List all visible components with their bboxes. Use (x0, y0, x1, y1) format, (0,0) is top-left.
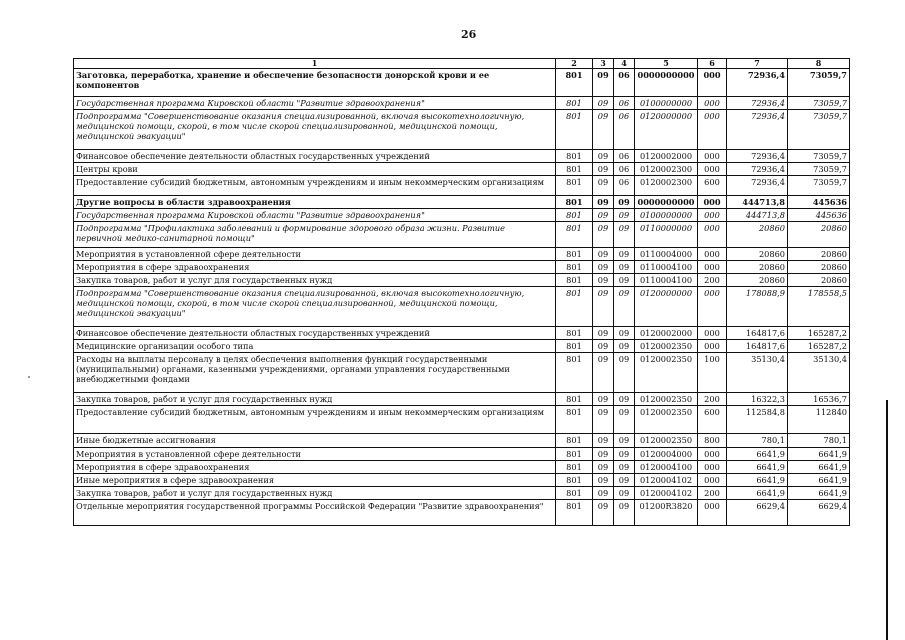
code-expense-type: 600 (698, 176, 727, 196)
amount-year-2: 780,1 (788, 434, 850, 448)
row-name: Предоставление субсидий бюджетным, автономным учреждениям и иным некоммерческим организациям (74, 176, 556, 196)
code-subsection: 09 (614, 196, 635, 209)
code-subsection: 09 (614, 327, 635, 340)
scan-speck (28, 376, 30, 378)
code-subsection: 09 (614, 406, 635, 434)
code-target: 0120000000 (635, 287, 698, 327)
code-subsection: 09 (614, 209, 635, 222)
code-ministry: 801 (556, 434, 593, 448)
code-section: 09 (593, 274, 614, 287)
page-edge-mark (886, 400, 888, 640)
row-name: Закупка товаров, работ и услуг для государственных нужд (74, 274, 556, 287)
table-row (74, 196, 850, 209)
row-name: Отдельные мероприятия государственной программы Российской Федерации "Развитие здравоохранения" (74, 500, 556, 526)
code-section: 09 (593, 222, 614, 248)
code-subsection: 06 (614, 97, 635, 110)
code-subsection: 09 (614, 248, 635, 261)
amount-year-1: 6641,9 (727, 474, 788, 487)
code-subsection: 09 (614, 487, 635, 500)
amount-year-1: 178088,9 (727, 287, 788, 327)
code-section: 09 (593, 487, 614, 500)
code-ministry: 801 (556, 274, 593, 287)
amount-year-1: 444713,8 (727, 196, 788, 209)
amount-year-2: 178558,5 (788, 287, 850, 327)
row-name: Другие вопросы в области здравоохранения (74, 196, 556, 209)
code-subsection: 09 (614, 222, 635, 248)
code-target: 0000000000 (635, 69, 698, 97)
code-section: 09 (593, 209, 614, 222)
amount-year-1: 20860 (727, 248, 788, 261)
amount-year-1: 112584,8 (727, 406, 788, 434)
code-target: 0120002350 (635, 340, 698, 353)
code-target: 0120004102 (635, 474, 698, 487)
amount-year-1: 35130,4 (727, 353, 788, 393)
header-cell: 4 (614, 59, 635, 69)
code-section: 09 (593, 500, 614, 526)
table-row (74, 434, 850, 448)
amount-year-2: 73059,7 (788, 176, 850, 196)
code-expense-type: 000 (698, 461, 727, 474)
amount-year-1: 6629,4 (727, 500, 788, 526)
amount-year-2: 6641,9 (788, 461, 850, 474)
table-row (74, 261, 850, 274)
code-section: 09 (593, 474, 614, 487)
code-target: 0100000000 (635, 209, 698, 222)
code-section: 09 (593, 406, 614, 434)
amount-year-2: 73059,7 (788, 69, 850, 97)
code-target: 0120002350 (635, 406, 698, 434)
amount-year-1: 6641,9 (727, 448, 788, 461)
code-section: 09 (593, 353, 614, 393)
table-row (74, 340, 850, 353)
code-expense-type: 000 (698, 261, 727, 274)
row-name: Подпрограмма "Совершенствование оказания специализированной, включая высокотехнологичную, медицинской помощи, скорой, в том числе скорой специализированной, медицинской помощи, медицинской эвакуации" (74, 110, 556, 150)
code-target: 0000000000 (635, 196, 698, 209)
table-row (74, 150, 850, 163)
table-row (74, 353, 850, 393)
code-section: 09 (593, 196, 614, 209)
code-expense-type: 000 (698, 209, 727, 222)
amount-year-2: 112840 (788, 406, 850, 434)
code-section: 09 (593, 163, 614, 176)
row-name: Финансовое обеспечение деятельности областных государственных учреждений (74, 150, 556, 163)
code-expense-type: 000 (698, 196, 727, 209)
code-target: 0120002350 (635, 353, 698, 393)
table-body (74, 69, 850, 526)
amount-year-2: 73059,7 (788, 110, 850, 150)
code-expense-type: 100 (698, 353, 727, 393)
code-expense-type: 800 (698, 434, 727, 448)
code-section: 09 (593, 340, 614, 353)
code-expense-type: 200 (698, 487, 727, 500)
code-expense-type: 600 (698, 406, 727, 434)
amount-year-2: 73059,7 (788, 97, 850, 110)
amount-year-1: 164817,6 (727, 327, 788, 340)
code-subsection: 09 (614, 261, 635, 274)
amount-year-2: 16536,7 (788, 393, 850, 406)
code-expense-type: 000 (698, 97, 727, 110)
amount-year-2: 445636 (788, 196, 850, 209)
code-section: 09 (593, 393, 614, 406)
code-section: 09 (593, 150, 614, 163)
row-name: Государственная программа Кировской области "Развитие здравоохранения" (74, 209, 556, 222)
amount-year-1: 6641,9 (727, 461, 788, 474)
amount-year-2: 20860 (788, 261, 850, 274)
code-section: 09 (593, 176, 614, 196)
table-header-row (74, 59, 850, 69)
code-target: 0120002350 (635, 393, 698, 406)
row-name: Мероприятия в установленной сфере деятельности (74, 248, 556, 261)
header-cell: 7 (727, 59, 788, 69)
code-subsection: 09 (614, 287, 635, 327)
table-row (74, 500, 850, 526)
amount-year-1: 72936,4 (727, 150, 788, 163)
amount-year-1: 20860 (727, 222, 788, 248)
code-target: 0120002350 (635, 434, 698, 448)
amount-year-1: 444713,8 (727, 209, 788, 222)
amount-year-2: 165287,2 (788, 340, 850, 353)
code-subsection: 09 (614, 434, 635, 448)
row-name: Центры крови (74, 163, 556, 176)
amount-year-1: 72936,4 (727, 163, 788, 176)
row-name: Государственная программа Кировской области "Развитие здравоохранения" (74, 97, 556, 110)
code-ministry: 801 (556, 163, 593, 176)
amount-year-1: 20860 (727, 274, 788, 287)
row-name: Заготовка, переработка, хранение и обеспечение безопасности донорской крови и ее компонентов (74, 69, 556, 97)
code-ministry: 801 (556, 97, 593, 110)
amount-year-1: 72936,4 (727, 69, 788, 97)
code-expense-type: 000 (698, 500, 727, 526)
table-row (74, 110, 850, 150)
table-row (74, 448, 850, 461)
row-name: Подпрограмма "Совершенствование оказания специализированной, включая высокотехнологичную, медицинской помощи, скорой, в том числе скорой специализированной, медицинской помощи, медицинской эвакуации" (74, 287, 556, 327)
code-subsection: 09 (614, 461, 635, 474)
table-row (74, 222, 850, 248)
row-name: Мероприятия в установленной сфере деятельности (74, 448, 556, 461)
row-name: Финансовое обеспечение деятельности областных государственных учреждений (74, 327, 556, 340)
code-target: 0120004100 (635, 461, 698, 474)
row-name: Медицинские организации особого типа (74, 340, 556, 353)
code-ministry: 801 (556, 461, 593, 474)
code-ministry: 801 (556, 500, 593, 526)
amount-year-2: 6641,9 (788, 448, 850, 461)
code-target: 01200R3820 (635, 500, 698, 526)
header-cell: 5 (635, 59, 698, 69)
code-ministry: 801 (556, 353, 593, 393)
row-name: Иные бюджетные ассигнования (74, 434, 556, 448)
code-expense-type: 000 (698, 110, 727, 150)
amount-year-1: 780,1 (727, 434, 788, 448)
row-name: Иные мероприятия в сфере здравоохранения (74, 474, 556, 487)
code-section: 09 (593, 97, 614, 110)
code-expense-type: 200 (698, 393, 727, 406)
code-section: 09 (593, 327, 614, 340)
table-row (74, 248, 850, 261)
code-target: 0120000000 (635, 110, 698, 150)
code-subsection: 09 (614, 274, 635, 287)
code-subsection: 09 (614, 500, 635, 526)
code-ministry: 801 (556, 69, 593, 97)
table-row (74, 274, 850, 287)
code-ministry: 801 (556, 110, 593, 150)
budget-table (73, 58, 850, 526)
code-subsection: 06 (614, 110, 635, 150)
code-ministry: 801 (556, 448, 593, 461)
row-name: Закупка товаров, работ и услуг для государственных нужд (74, 393, 556, 406)
code-target: 0120002000 (635, 327, 698, 340)
code-section: 09 (593, 248, 614, 261)
amount-year-1: 72936,4 (727, 176, 788, 196)
code-expense-type: 000 (698, 287, 727, 327)
amount-year-2: 73059,7 (788, 150, 850, 163)
amount-year-1: 72936,4 (727, 97, 788, 110)
header-cell: 1 (74, 59, 556, 69)
row-name: Закупка товаров, работ и услуг для государственных нужд (74, 487, 556, 500)
table-row (74, 461, 850, 474)
code-ministry: 801 (556, 196, 593, 209)
amount-year-1: 20860 (727, 261, 788, 274)
code-subsection: 09 (614, 353, 635, 393)
code-subsection: 09 (614, 448, 635, 461)
code-subsection: 06 (614, 163, 635, 176)
table-row (74, 287, 850, 327)
code-ministry: 801 (556, 261, 593, 274)
header-cell: 8 (788, 59, 850, 69)
code-section: 09 (593, 69, 614, 97)
amount-year-2: 20860 (788, 222, 850, 248)
code-section: 09 (593, 287, 614, 327)
code-expense-type: 000 (698, 150, 727, 163)
code-subsection: 06 (614, 176, 635, 196)
code-expense-type: 000 (698, 448, 727, 461)
code-ministry: 801 (556, 393, 593, 406)
amount-year-1: 6641,9 (727, 487, 788, 500)
header-cell: 6 (698, 59, 727, 69)
code-section: 09 (593, 261, 614, 274)
row-name: Мероприятия в сфере здравоохранения (74, 261, 556, 274)
table-row (74, 474, 850, 487)
code-expense-type: 000 (698, 248, 727, 261)
row-name: Мероприятия в сфере здравоохранения (74, 461, 556, 474)
amount-year-2: 165287,2 (788, 327, 850, 340)
table-row (74, 69, 850, 97)
amount-year-2: 6629,4 (788, 500, 850, 526)
code-ministry: 801 (556, 340, 593, 353)
page-number: 26 (461, 28, 477, 41)
amount-year-2: 35130,4 (788, 353, 850, 393)
code-target: 0120002300 (635, 176, 698, 196)
code-ministry: 801 (556, 287, 593, 327)
code-ministry: 801 (556, 474, 593, 487)
code-target: 0120004102 (635, 487, 698, 500)
code-ministry: 801 (556, 487, 593, 500)
code-ministry: 801 (556, 327, 593, 340)
code-expense-type: 000 (698, 474, 727, 487)
code-ministry: 801 (556, 248, 593, 261)
amount-year-1: 72936,4 (727, 110, 788, 150)
table-row (74, 487, 850, 500)
table-row (74, 97, 850, 110)
row-name: Подпрограмма "Профилактика заболеваний и формирование здорового образа жизни. Развитие первичной медико-санитарной помощи" (74, 222, 556, 248)
header-cell: 3 (593, 59, 614, 69)
code-expense-type: 000 (698, 340, 727, 353)
code-ministry: 801 (556, 176, 593, 196)
table-row (74, 327, 850, 340)
table-row (74, 163, 850, 176)
table-row (74, 176, 850, 196)
code-expense-type: 000 (698, 327, 727, 340)
code-target: 0110000000 (635, 222, 698, 248)
code-expense-type: 000 (698, 222, 727, 248)
amount-year-2: 6641,9 (788, 487, 850, 500)
code-ministry: 801 (556, 150, 593, 163)
code-expense-type: 000 (698, 163, 727, 176)
amount-year-2: 20860 (788, 248, 850, 261)
code-section: 09 (593, 434, 614, 448)
code-subsection: 09 (614, 340, 635, 353)
row-name: Расходы на выплаты персоналу в целях обеспечения выполнения функций государственными (муниципальными) органами, казенными учреждениями, органами управления государственными внебюджетными фондами (74, 353, 556, 393)
code-ministry: 801 (556, 406, 593, 434)
code-target: 0100000000 (635, 97, 698, 110)
code-subsection: 06 (614, 150, 635, 163)
table-row (74, 393, 850, 406)
code-target: 0120002300 (635, 163, 698, 176)
table-row (74, 209, 850, 222)
code-section: 09 (593, 448, 614, 461)
code-target: 0110004000 (635, 248, 698, 261)
code-section: 09 (593, 110, 614, 150)
code-subsection: 06 (614, 69, 635, 97)
amount-year-2: 6641,9 (788, 474, 850, 487)
amount-year-1: 164817,6 (727, 340, 788, 353)
amount-year-2: 20860 (788, 274, 850, 287)
code-target: 0110004100 (635, 261, 698, 274)
code-ministry: 801 (556, 222, 593, 248)
amount-year-2: 73059,7 (788, 163, 850, 176)
code-expense-type: 000 (698, 69, 727, 97)
code-target: 0110004100 (635, 274, 698, 287)
code-target: 0120002000 (635, 150, 698, 163)
code-expense-type: 200 (698, 274, 727, 287)
code-section: 09 (593, 461, 614, 474)
code-target: 0120004000 (635, 448, 698, 461)
amount-year-2: 445636 (788, 209, 850, 222)
header-cell: 2 (556, 59, 593, 69)
amount-year-1: 16322,3 (727, 393, 788, 406)
code-subsection: 09 (614, 393, 635, 406)
table-row (74, 406, 850, 434)
code-ministry: 801 (556, 209, 593, 222)
code-subsection: 09 (614, 474, 635, 487)
row-name: Предоставление субсидий бюджетным, автономным учреждениям и иным некоммерческим организациям (74, 406, 556, 434)
